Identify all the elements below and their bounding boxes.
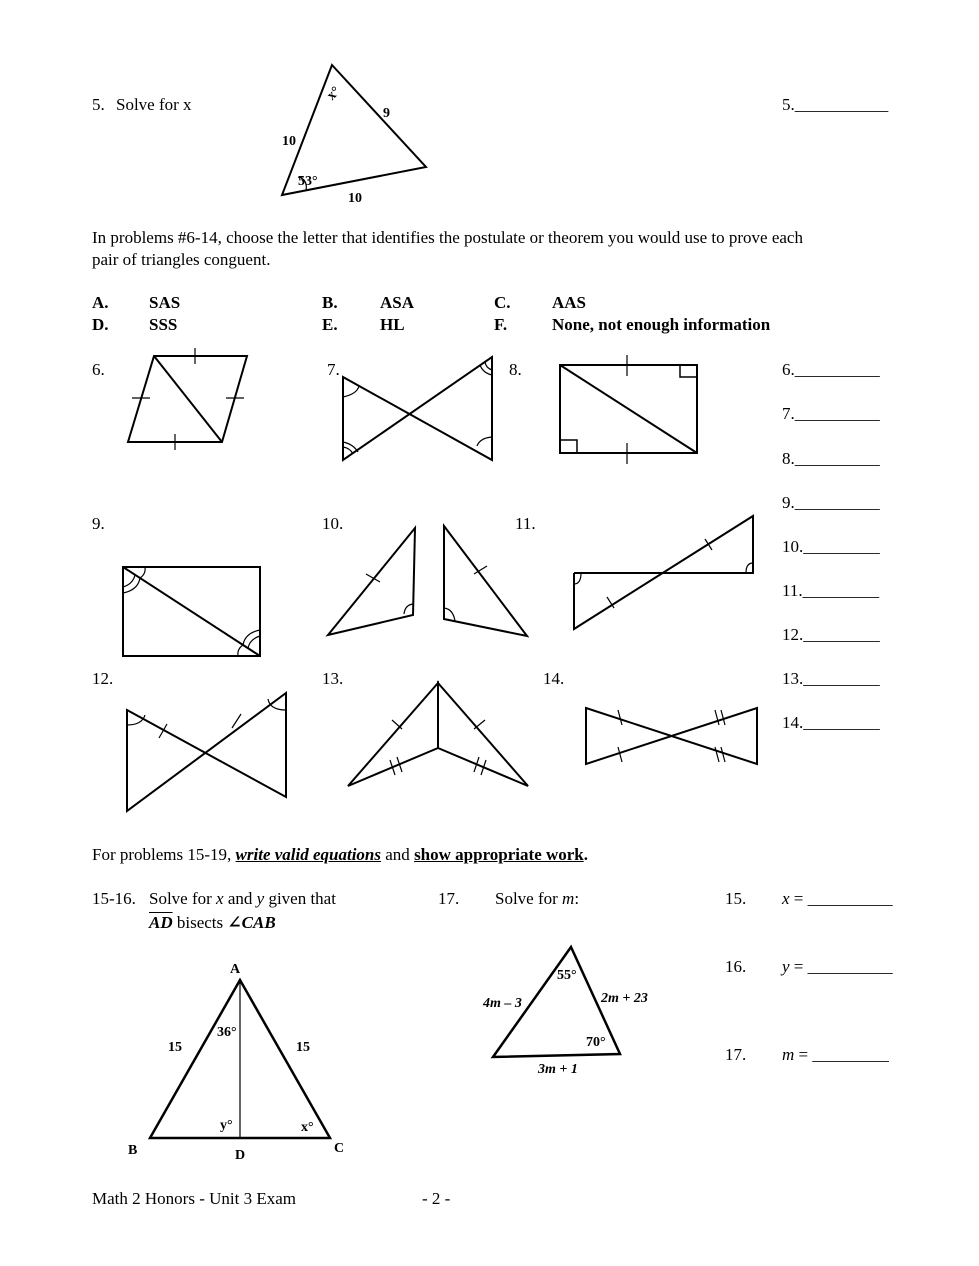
problem-15-16-prompt: Solve for x and y given that xyxy=(149,889,336,908)
answer-blank-6[interactable]: 6.__________ xyxy=(782,360,880,379)
option-letter-f: F. xyxy=(494,315,508,334)
figure-11-crossing xyxy=(568,510,763,635)
intro-line-2: pair of triangles conguent. xyxy=(92,250,271,269)
figure-number-7: 7. xyxy=(327,360,340,379)
option-text-b: ASA xyxy=(380,293,415,312)
work-instructions-pre: For problems 15-19, xyxy=(92,845,236,864)
vertex-a: A xyxy=(230,962,241,977)
option-letter-d: D. xyxy=(92,315,109,334)
figure-number-14: 14. xyxy=(543,669,565,688)
answer-blank-14[interactable]: 14._________ xyxy=(782,713,880,732)
answer-blank-9[interactable]: 9.__________ xyxy=(782,493,880,512)
vertex-c: C xyxy=(334,1141,345,1156)
problem-5-prompt: Solve for x xyxy=(116,95,192,114)
work-instructions-show-work: show appropriate work xyxy=(414,845,584,864)
problem-15-16-number: 15-16. xyxy=(92,889,136,908)
option-letter-c: C. xyxy=(494,293,511,312)
answer-blank-5[interactable]: 5.___________ xyxy=(782,95,889,114)
figure-number-8: 8. xyxy=(509,360,522,379)
label-side-9: 9 xyxy=(383,106,390,121)
angle-36: 36° xyxy=(217,1025,237,1040)
option-text-d: SSS xyxy=(149,315,178,334)
segment-ad: $\overline{AD}$ xyxy=(149,913,173,932)
problem-15-16-condition: $\overline{AD}$ bisects ∠CAB xyxy=(149,913,276,932)
footer-title: Math 2 Honors - Unit 3 Exam xyxy=(92,1189,296,1208)
figure-13-triangles xyxy=(340,675,535,795)
option-text-c: AAS xyxy=(552,293,587,312)
option-letter-a: A. xyxy=(92,293,109,312)
answer-blank-8[interactable]: 8.__________ xyxy=(782,449,880,468)
problem-17-prompt: Solve for m: xyxy=(495,889,580,908)
option-text-e: HL xyxy=(380,315,405,334)
answer-15-number: 15. xyxy=(725,889,747,908)
work-instructions xyxy=(92,846,588,863)
figure-7-bowtie xyxy=(335,350,500,465)
intro-line-1: In problems #6-14, choose the letter that identifies the postulate or theorem you would use to prove each xyxy=(92,228,803,247)
option-text-f: None, not enough information xyxy=(552,315,771,334)
option-text-a: SAS xyxy=(149,293,181,312)
answer-blank-15[interactable]: x = __________ xyxy=(782,889,893,908)
angle-cab: ∠CAB xyxy=(227,913,276,932)
answer-blank-16[interactable]: y = __________ xyxy=(782,957,893,976)
side-ac-15: 15 xyxy=(296,1040,310,1055)
angle-55: 55° xyxy=(557,968,577,983)
figure-12-bowtie xyxy=(120,685,295,820)
answer-blank-7[interactable]: 7.__________ xyxy=(782,404,880,423)
vertex-d: D xyxy=(235,1148,246,1163)
problem-5-number: 5. xyxy=(92,95,105,114)
figure-number-11: 11. xyxy=(515,514,536,533)
vertex-b: B xyxy=(128,1143,138,1158)
work-instructions-mid: and xyxy=(381,845,415,864)
answer-blank-17[interactable]: m = _________ xyxy=(782,1045,889,1064)
answer-16-number: 16. xyxy=(725,957,747,976)
figure-9-rectangle xyxy=(118,560,268,665)
figure-number-10: 10. xyxy=(322,514,344,533)
problem-15-16-triangle xyxy=(120,958,360,1168)
angle-x: x° xyxy=(301,1120,314,1135)
figure-number-13: 13. xyxy=(322,669,344,688)
option-letter-e: E. xyxy=(322,315,338,334)
problem-17-number: 17. xyxy=(438,889,460,908)
figure-8-rectangle xyxy=(555,350,705,470)
option-letter-b: B. xyxy=(322,293,338,312)
problem-17-triangle xyxy=(480,940,670,1080)
work-instructions-end: . xyxy=(583,845,589,864)
label-side-10-left: 10 xyxy=(282,134,296,149)
answer-blank-12[interactable]: 12._________ xyxy=(782,625,880,644)
problem-5-triangle xyxy=(270,55,440,215)
angle-70: 70° xyxy=(586,1035,606,1050)
answer-blank-11[interactable]: 11._________ xyxy=(782,581,880,600)
figure-number-12: 12. xyxy=(92,669,114,688)
figure-14-bowtie xyxy=(580,700,765,775)
angle-y: y° xyxy=(220,1118,233,1133)
figure-6-parallelogram xyxy=(120,345,260,455)
label-side-10-bottom: 10 xyxy=(348,191,362,206)
figure-number-6: 6. xyxy=(92,360,105,379)
answer-blank-10[interactable]: 10._________ xyxy=(782,537,880,556)
side-3m-1: 3m + 1 xyxy=(538,1062,578,1077)
label-53-angle: 53° xyxy=(298,174,318,189)
work-instructions-equations: write valid equations xyxy=(235,845,382,864)
side-2m-23: 2m + 23 xyxy=(601,991,648,1006)
side-4m-3: 4m – 3 xyxy=(483,996,522,1011)
label-x-angle: x° xyxy=(324,83,344,104)
answer-blank-13[interactable]: 13._________ xyxy=(782,669,880,688)
footer-page-number: - 2 - xyxy=(422,1189,451,1208)
answer-17-number: 17. xyxy=(725,1045,747,1064)
figure-10-triangles xyxy=(320,520,535,645)
figure-number-9: 9. xyxy=(92,514,105,533)
side-ab-15: 15 xyxy=(168,1040,182,1055)
